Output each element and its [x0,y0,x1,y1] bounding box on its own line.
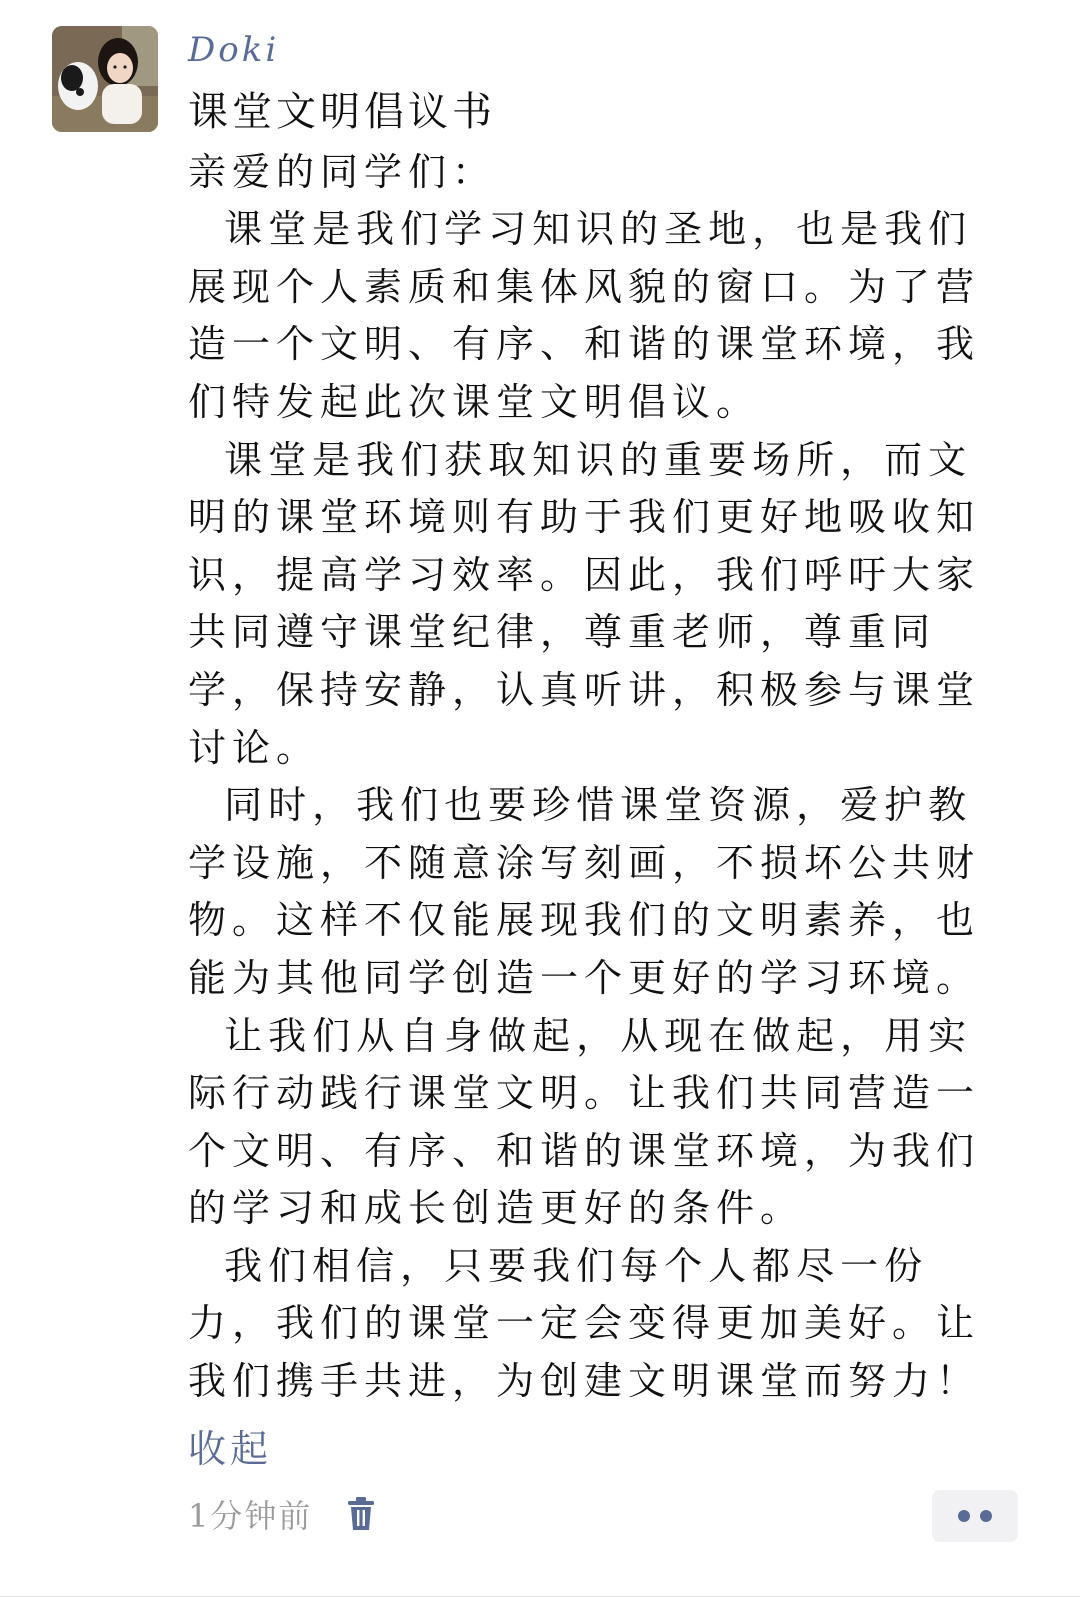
post-line: 展现个人素质和集体风貌的窗口。为了营 [188,264,981,309]
more-dots-icon [980,1510,992,1522]
post-line: 同时，我们也要珍惜课堂资源，爱护教 [188,783,973,828]
post-line: 讨论。 [188,725,321,770]
post-greeting: 亲爱的同学们： [188,149,497,194]
post-line: 物。这样不仅能展现我们的文明素养，也 [188,898,981,943]
post-content [188,84,1000,1411]
username[interactable]: Doki [188,30,280,70]
post-body [188,201,1000,1410]
post-line: 我们相信，只要我们每个人都尽一份 [188,1243,929,1288]
post-line: 造一个文明、有序、和谐的课堂环境，我 [188,322,981,367]
post-line: 明的课堂环境则有助于我们更好地吸收知 [188,495,981,540]
post-line: 课堂是我们获取知识的重要场所，而文 [188,437,973,482]
trash-icon[interactable] [346,1496,376,1532]
post-footer [188,1492,376,1536]
post-line: 共同遵守课堂纪律，尊重老师，尊重同 [188,610,937,655]
post-line: 我们携手共进，为创建文明课堂而努力！ [188,1359,981,1404]
divider [0,1596,1080,1597]
post-line: 让我们从自身做起，从现在做起，用实 [188,1013,973,1058]
post-line: 学，保持安静，认真听讲，积极参与课堂 [188,667,981,712]
post-line: 识，提高学习效率。因此，我们呼吁大家 [188,552,981,597]
post-line: 际行动践行课堂文明。让我们共同营造一 [188,1071,981,1116]
post-line: 能为其他同学创造一个更好的学习环境。 [188,955,981,1000]
post-title: 课堂文明倡议书 [188,89,496,135]
more-button[interactable] [932,1490,1018,1542]
post-line: 们特发起此次课堂文明倡议。 [188,379,761,424]
timestamp: 1分钟前 [188,1497,313,1535]
collapse-link[interactable]: 收起 [188,1427,273,1471]
more-dots-icon [958,1510,970,1522]
post-line: 的学习和成长创造更好的条件。 [188,1186,805,1231]
avatar[interactable] [52,26,158,132]
post-line: 课堂是我们学习知识的圣地，也是我们 [188,207,973,252]
post-line: 学设施，不随意涂写刻画，不损坏公共财 [188,840,981,885]
avatar-girl-with-dog-icon [52,26,158,132]
post-line: 力，我们的课堂一定会变得更加美好。让 [188,1301,981,1346]
post-line: 个文明、有序、和谐的课堂环境，为我们 [188,1128,981,1173]
